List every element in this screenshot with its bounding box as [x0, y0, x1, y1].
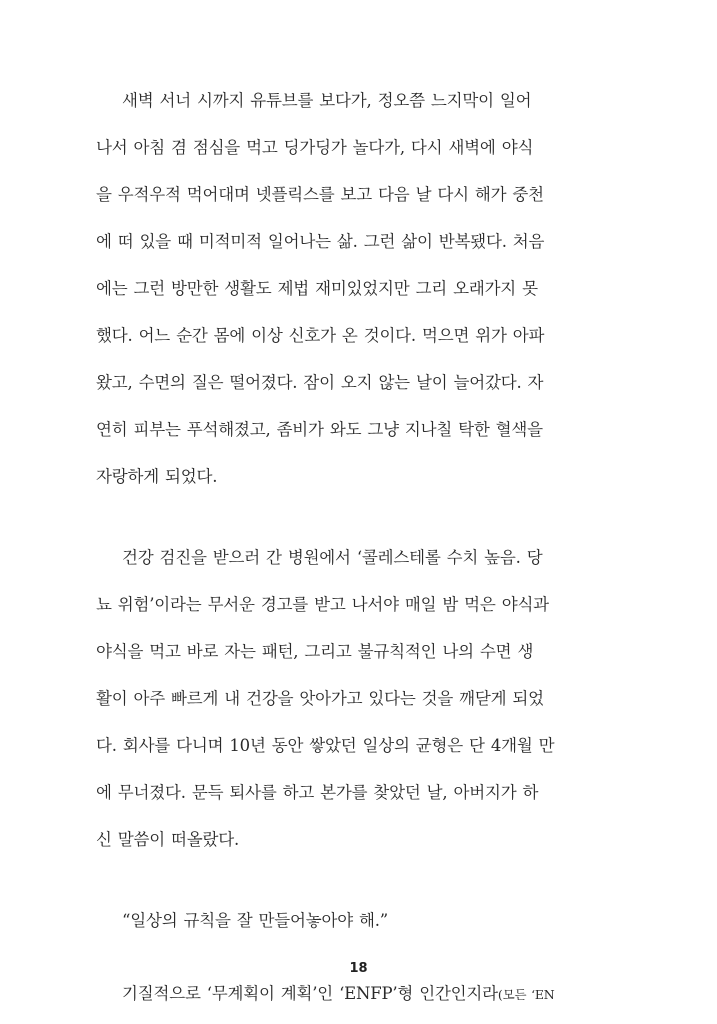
text-line: 에는 그런 방만한 생활도 제법 재미있었지만 그리 오래가지 못 [96, 279, 538, 298]
text-line: 새벽 서너 시까지 유튜브를 보다가, 정오쯤 느지막이 일어 [122, 91, 532, 110]
text-line: 뇨 위험’이라는 무서운 경고를 받고 나서야 매일 밤 먹은 야식과 [96, 595, 549, 614]
text-line: 나서 아침 겸 점심을 먹고 딩가딩가 놀다가, 다시 새벽에 야식 [96, 138, 534, 157]
page-number: 18 [349, 961, 368, 976]
text-line: 을 우적우적 먹어대며 넷플릭스를 보고 다음 날 다시 해가 중천 [96, 185, 544, 204]
text-line: 에 무너졌다. 문득 퇴사를 하고 본가를 찾았던 날, 아버지가 하 [96, 783, 539, 802]
text-line-annotation: (모든 ‘EN [497, 987, 555, 1002]
text-line: 다. 회사를 다니며 10년 동안 쌓았던 일상의 균형은 단 4개월 만 [96, 736, 555, 755]
text-line: 연히 피부는 푸석해졌고, 좀비가 와도 그냥 지나칠 탁한 혈색을 [96, 420, 543, 439]
text-line: 건강 검진을 받으러 간 병원에서 ‘콜레스테롤 수치 높음. 당 [122, 548, 543, 567]
text-line: 에 떠 있을 때 미적미적 일어나는 삶. 그런 삶이 반복됐다. 처음 [96, 232, 545, 251]
text-line: 했다. 어느 순간 몸에 이상 신호가 온 것이다. 먹으면 위가 아파 [96, 326, 545, 345]
text-line: 신 말씀이 떠올랐다. [96, 830, 240, 849]
text-line: 자랑하게 되었다. [96, 467, 218, 486]
text-line-main: 기질적으로 ‘무계획이 계획’인 ‘ENFP’형 인간인지라 [122, 984, 498, 1003]
text-line [122, 984, 555, 1005]
text-line: 활이 아주 빠르게 내 건강을 앗아가고 있다는 것을 깨닫게 되었 [96, 689, 544, 708]
text-line: 야식을 먹고 바로 자는 패턴, 그리고 불규칙적인 나의 수면 생 [96, 642, 534, 661]
text-line: 왔고, 수면의 질은 떨어졌다. 잠이 오지 않는 날이 늘어갔다. 자 [96, 373, 544, 392]
quote-line: “일상의 규칙을 잘 만들어놓아야 해.” [122, 911, 389, 930]
